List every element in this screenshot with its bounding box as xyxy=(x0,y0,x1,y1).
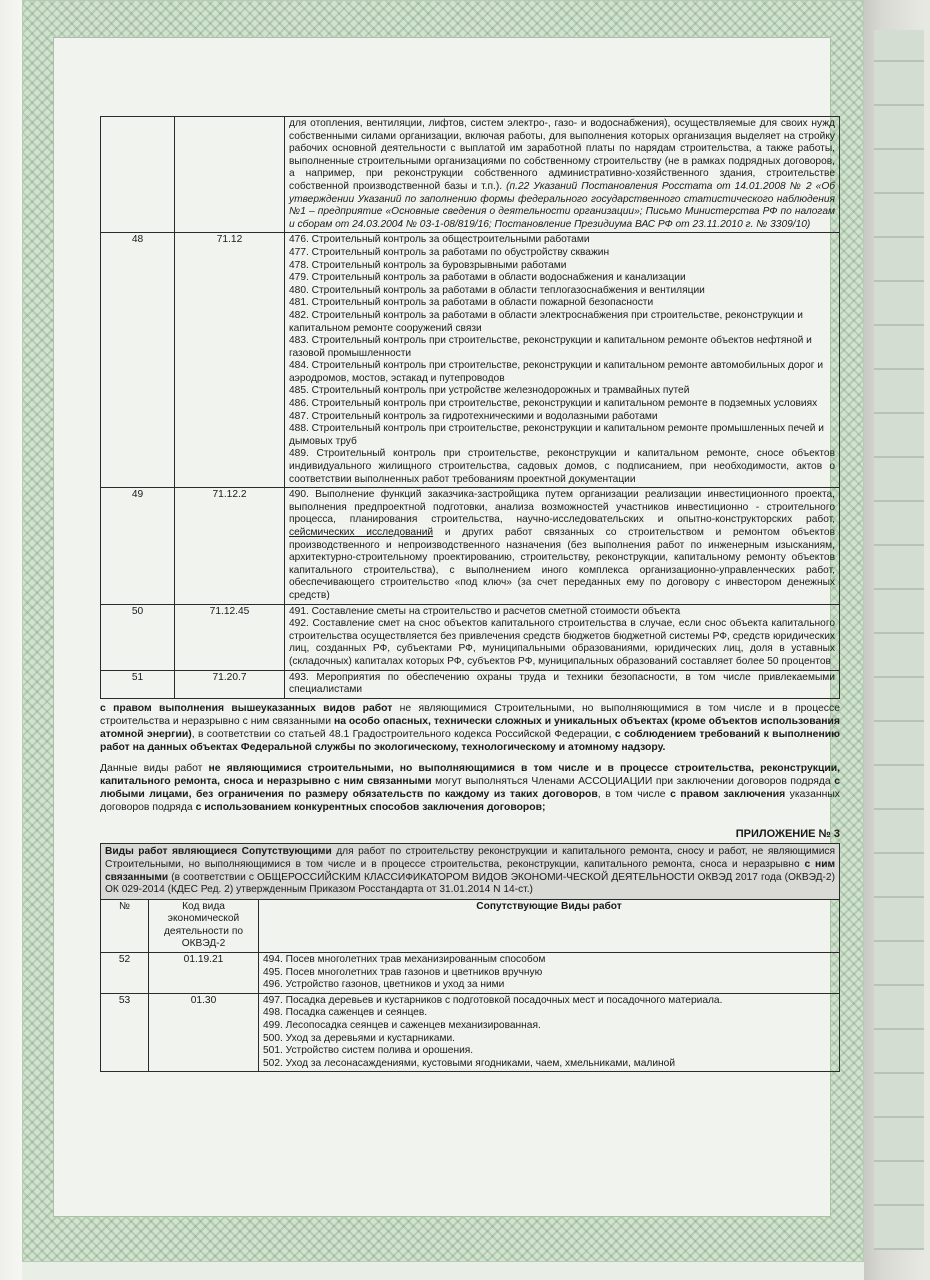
appendix-label: ПРИЛОЖЕНИЕ № 3 xyxy=(735,827,840,840)
table-row xyxy=(101,670,840,698)
underlined-term: сейсмических исследований xyxy=(289,527,434,538)
continuation-text: для отопления, вентиляции, лифтов, систем электро-, газо- и водоснабжения), осуществляемые для своих нужд собственными силами организации, включая работы, для выполнения которых организация выделяет на стройку рабочих основной деятельности с выплатой им заработной платы по нарядам строительства, а также работы, выполненные строительными организациями по собственному строительству (не в рамках подрядных договоров, а например, при реконструкции собственного административно-хозяйственного здания, строительстве собственной производственной базы и т.п.). xyxy=(289,118,835,192)
list-item: 484. Строительный контроль при строительстве, реконструкции и капитальном ремонте автомобильных дорог и аэродромов, мостов, эстакад и путепроводов xyxy=(289,360,824,384)
okved-code: 71.12 xyxy=(175,233,285,488)
table-caption: Виды работ являющиеся Сопутствующими для работ по строительству реконструкции и капитального ремонта, сносу и работ, не являющимися Строительными, но выполняющимися в том числе и в процессе строительства, реконструкции, капитального ремонта, сноса и неразрывно с ним связанными (в соответствии с ОБЩЕРОССИЙСКИМ КЛАССИФИКАТОРОМ ВИДОВ ЭКОНОМИ-ЧЕСКОЙ ДЕЯТЕЛЬНОСТИ ОКВЭД 2017 года (ОКВЭД-2) ОК 029-2014 (КДЕС Ред. 2) утвержденным Приказом Росстандарта от 31.01.2014 N 14-ст.) xyxy=(101,844,840,899)
paragraph-rights: с правом выполнения вышеуказанных видов работ не являющимися Строительными, но выполняющимися в том числе и в процессе строительства и неразрывно с ним связанными на особо опасных, технически сложных и уникальных объектах (кроме объектов использования атомной энергии), в соответствии со статьей 48.1 Градостроительного кодекса Российской Федерации, с соблюдением требований к выполнению работ на данных объектах Федеральной службы по экологическому, технологическому и атомному надзору. xyxy=(100,702,841,753)
list-item: 498. Посадка саженцев и сеянцев. xyxy=(263,1007,428,1019)
works-list xyxy=(259,993,840,1072)
related-works-table xyxy=(100,843,840,1072)
row-number: 51 xyxy=(101,670,175,698)
list-item: 490. Выполнение функций заказчика-застройщика путем организации реализации инвестиционного проекта, выполнения предпроектной подготовки, анализа возможностей участников инвестиционно - строительного процесса, планирования строительства, научно-исследовательских и опытно-конструкторских работ, xyxy=(289,489,835,526)
okved-code: 71.12.2 xyxy=(175,488,285,604)
list-item: 491. Составление сметы на строительство и расчетов сметной стоимости объекта xyxy=(289,605,681,617)
list-item: 493. Мероприятия по обеспечению охраны труда и техники безопасности, в том числе привлекаемыми специалистами xyxy=(289,671,835,696)
works-list xyxy=(285,488,840,604)
list-item: 492. Составление смет на снос объектов капитального строительства в случае, если снос объекта капитального строительства осуществляется без привлечения средств бюджетов бюджетной системы РФ, средств юридических лиц, созданных РФ, субъектами РФ, муниципальными образованиями, юридических лиц, доля в уставных (складочных) капиталах которых РФ, субъектов РФ, муниципальных образований составляет более 50 процентов xyxy=(289,618,835,667)
list-item: 486. Строительный контроль при строительстве, реконструкции и капитальном ремонте в подземных условиях xyxy=(289,398,818,410)
paragraph-contracts: Данные виды работ не являющимися строительными, но выполняющимися в том числе и в процессе строительства, реконструкции, капитального ремонта, сноса и неразрывно с ним связанными могут выполняться Членами АССОЦИАЦИИ при заключении договоров подряда с любыми лицами, без ограничения по размеру обязательств по каждому из таких договоров, в том числе с правом заключения указанных договоров подряда с использованием конкурентных способов заключения договоров; xyxy=(100,762,841,813)
list-item: 502. Уход за лесонасаждениями, кустовыми ягодниками, чаем, хмельниками, малиной xyxy=(263,1057,676,1069)
list-item: 480. Строительный контроль за работами в области теплогазоснабжения и вентиляции xyxy=(289,284,705,296)
row-number: 50 xyxy=(101,604,175,670)
table-row xyxy=(101,953,840,994)
column-header-num: № xyxy=(101,899,149,952)
list-item: 496. Устройство газонов, цветников и уход за ними xyxy=(263,979,505,991)
list-item: 500. Уход за деревьями и кустарниками. xyxy=(263,1032,455,1044)
column-header-works: Сопутствующие Виды работ xyxy=(259,899,840,952)
list-item: и других работ связанных со строительством и ремонтом объектов производственного и непроизводственного назначения (без выполнения работ по инженерным изысканиям, архитектурно-строительному проектированию, строительству, реконструкции, капитальному ремонту объектов капитального строительства), с выполнением иного комплекса организационно-управленческих работ, обеспечивающего строительство «под ключ» (за счет переданных ему по договору с инвестором денежных средств) xyxy=(289,527,835,601)
table-row xyxy=(101,233,840,488)
list-item: 497. Посадка деревьев и кустарников с подготовкой посадочных мест и посадочного материала. xyxy=(263,994,723,1006)
list-item: 489. Строительный контроль при строительстве, реконструкции и капитальном ремонте, сносе объектов индивидуального жилищного строительства, садовых домов, с подписанием, при необходимости, актов о соответствии выполненных работ требованиям проектной документации xyxy=(289,448,835,485)
list-item: 494. Посев многолетних трав механизированным способом xyxy=(263,954,546,966)
column-header-code: Код вида экономической деятельности по ОКВЭД-2 xyxy=(149,899,259,952)
list-item: 495. Посев многолетних трав газонов и цветников вручную xyxy=(263,966,543,978)
works-list xyxy=(285,670,840,698)
conditions-text xyxy=(100,702,840,814)
table-row xyxy=(101,488,840,604)
list-item: 485. Строительный контроль при устройстве железнодорожных и трамвайных путей xyxy=(289,385,690,397)
table-row xyxy=(101,604,840,670)
row-number: 48 xyxy=(101,233,175,488)
works-list xyxy=(285,233,840,488)
list-item: 479. Строительный контроль за работами в области водоснабжения и канализации xyxy=(289,272,686,284)
table-header-row xyxy=(101,899,840,952)
list-item: 476. Строительный контроль за общестроительными работами xyxy=(289,234,590,246)
okved-code: 71.12.45 xyxy=(175,604,285,670)
list-item: 483. Строительный контроль при строительстве, реконструкции и капитальном ремонте объектов нефтяной и газовой промышленности xyxy=(289,335,812,359)
row-number: 53 xyxy=(101,993,149,1072)
list-item: 482. Строительный контроль за работами в области электроснабжения при строительстве, реконструкции и капитальном ремонте сооружений связи xyxy=(289,309,803,334)
okved-code: 01.19.21 xyxy=(149,953,259,994)
list-item: 488. Строительный контроль при строительстве, реконструкции и капитальном ремонте промышленных печей и дымовых труб xyxy=(289,423,824,447)
row-number: 52 xyxy=(101,953,149,994)
adjacent-page-edge xyxy=(864,0,930,1280)
continuation-cell xyxy=(285,117,840,233)
list-item: 478. Строительный контроль за буровзрывными работами xyxy=(289,259,567,271)
list-item: 481. Строительный контроль за работами в области пожарной безопасности xyxy=(289,297,654,309)
document-content xyxy=(100,116,840,1072)
left-gutter xyxy=(0,0,22,1280)
list-item: 499. Лесопосадка сеянцев и саженцев механизированная. xyxy=(263,1020,541,1032)
works-list xyxy=(285,604,840,670)
table-row xyxy=(101,117,840,233)
list-item: 477. Строительный контроль за работами по обустройству скважин xyxy=(289,246,610,258)
table-row xyxy=(101,993,840,1072)
continuation-reference: (п.22 Указаний Постановления Росстата от 14.01.2008 № 2 «Об утверждении Указаний по заполнению формы федерального государственного статистического наблюдения №1 – предприятие «Основные сведения о деятельности организации»; Письмо Министерства РФ по налогам и сборам от 24.03.2004 № 03-1-08/819/16; Постановление Президиума ВАС РФ от 23.11.2010 г. № 3309/10) xyxy=(289,180,835,230)
works-list xyxy=(259,953,840,994)
table-caption-row xyxy=(101,844,840,899)
okved-code: 71.20.7 xyxy=(175,670,285,698)
list-item: 487. Строительный контроль за гидротехническими и водолазными работами xyxy=(289,410,658,422)
okved-code: 01.30 xyxy=(149,993,259,1072)
activities-table xyxy=(100,116,840,699)
list-item: 501. Устройство систем полива и орошения. xyxy=(263,1045,474,1057)
row-number: 49 xyxy=(101,488,175,604)
